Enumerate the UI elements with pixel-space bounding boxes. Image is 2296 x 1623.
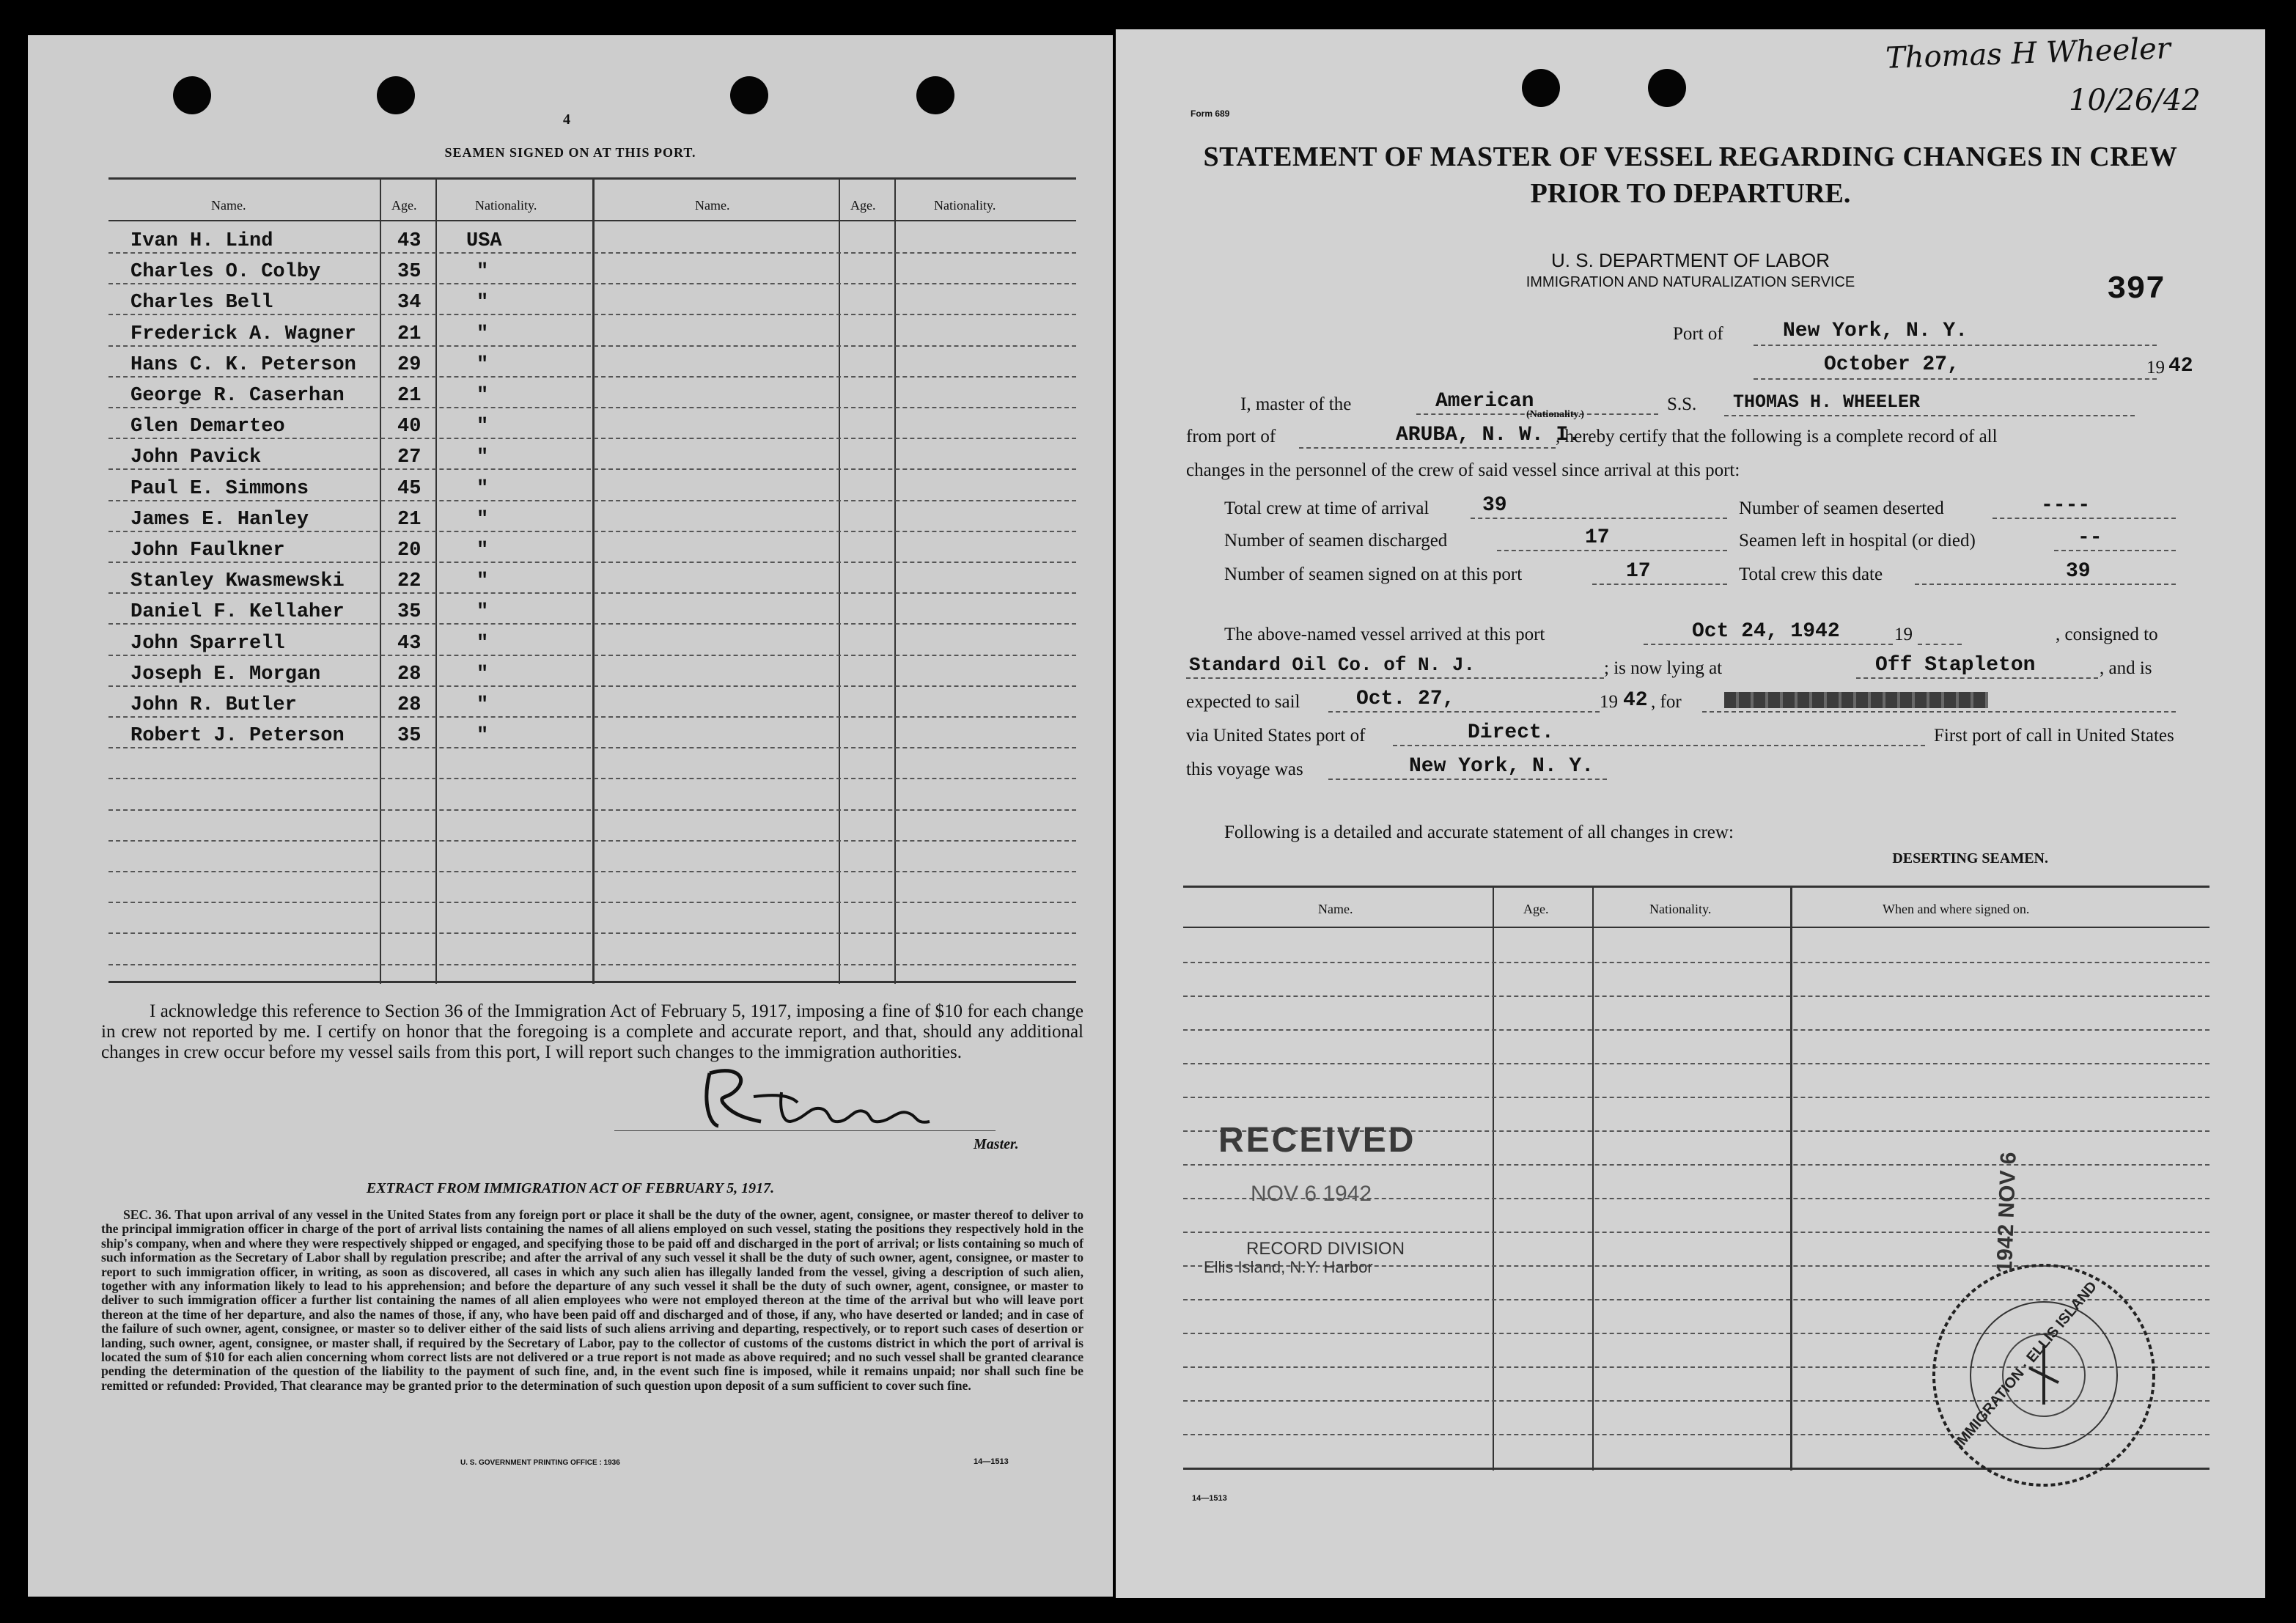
crew-nat: " (477, 663, 489, 685)
printing-office: U. S. GOVERNMENT PRINTING OFFICE : 1936 (460, 1459, 620, 1467)
field-line (1497, 550, 1727, 551)
master-signature (680, 1051, 988, 1139)
seamen-signed-label: Number of seamen signed on at this port (1224, 564, 1523, 584)
ss-label: S.S. (1667, 394, 1697, 414)
deserting-header-nationality: Nationality. (1649, 902, 1712, 916)
punch-hole (916, 76, 954, 114)
round-stamp-text: IMMIGRATION · ELLIS ISLAND (1951, 1278, 2101, 1452)
crew-nat: " (477, 601, 489, 624)
handwritten-date: 10/26/42 (2069, 84, 2201, 117)
total-crew-date-label: Total crew this date (1739, 564, 1883, 584)
row-rule (108, 468, 1076, 470)
deserting-title: DESERTING SEAMEN. (1892, 850, 2048, 866)
crew-name: John Pavick (130, 446, 262, 469)
seamen-discharged-label: Number of seamen discharged (1224, 531, 1448, 551)
date-value: October 27, (1824, 353, 1960, 376)
row-rule (1183, 1097, 2209, 1098)
column-rule (380, 177, 381, 984)
via-value: Direct. (1468, 721, 1554, 744)
header-name-2: Name. (695, 198, 730, 213)
row-rule (108, 716, 1076, 718)
seamen-hospital-value: -- (2078, 526, 2102, 549)
department-name: U. S. DEPARTMENT OF LABOR (1551, 249, 1830, 271)
field-line (1393, 745, 1925, 746)
crew-nat: " (477, 477, 489, 500)
column-rule (592, 177, 595, 984)
crew-name: Charles Bell (130, 292, 273, 314)
arrived-value: Oct 24, 1942 (1692, 620, 1840, 643)
document-number: 397 (2107, 271, 2166, 308)
field-line (1918, 644, 1962, 645)
crew-age: 40 (397, 416, 422, 438)
field-line (1993, 518, 2176, 519)
total-crew-arrival-label: Total crew at time of arrival (1224, 498, 1430, 518)
crew-age: 35 (397, 261, 422, 284)
field-line (1754, 345, 2157, 346)
extract-text: SEC. 36. That upon arrival of any vessel in the United States from any foreign port or place it shall be the duty of the owner, agent, consignee, or master thereof to deliver to the principal immigration officer in charge of the port of arrival lists containing the names of all aliens employed on such vessel, stating the positions they respectively hold in the ship's company, when and where they were respectively shipped or engaged, and specifying those to be paid off and discharged in the port of arrival; or lists containing so much of such information as the Secretary of Labor shall by regulation prescribe; and after the arrival of any such vessel it shall be the duty of such owner, agent, consignee, or master to report to such immigration officer, in writing, as soon as discovered, all cases in which any such alien has illegally landed from the vessel, giving a description of such alien, together with any information likely to lead to his apprehension; and before the departure of any such vessel it shall be the duty of such owner, agent, consignee, or master to deliver to such immigration officer a further list containing the names of all alien employees who were not employed thereon at the time of the arrival but who will leave port thereon at the time of her departure, and also the names of those, if any, who have been paid off and discharged and of those, if any, who have deserted or landed; and in case of the failure of such owner, agent, consignee, or master so to deliver either of the said lists of such aliens arriving and departing, respectively, or to report such cases of desertion or landing, such owner, agent, consignee, or master shall, if required by the Secretary of Labor, pay to the collector of customs of the customs district in which the port of arrival is located the sum of $10 for each alien concerning whom correct lists are not delivered or a true report is not made as above required; and no such vessel shall be granted clearance pending the determination of the question of the liability to the payment of such fine, and, in the event such fine is imposed, while it remains unpaid; nor shall such fine be remitted or refunded: Provided, That clearance may be granted prior to the determination of such question upon deposit of a sum sufficient to cover such fine. (101, 1207, 1083, 1393)
right-page (1116, 29, 2265, 1598)
row-rule (108, 407, 1076, 408)
crew-age: 21 (397, 385, 422, 407)
seamen-hospital-label: Seamen left in hospital (or died) (1739, 531, 1976, 551)
crew-name: John R. Butler (130, 694, 297, 716)
header-name: Name. (211, 198, 246, 213)
row-rule (1183, 1063, 2209, 1064)
crew-age: 35 (397, 725, 422, 748)
lying-text: ; is now lying at (1604, 658, 1723, 678)
crew-age: 27 (397, 446, 422, 469)
received-date: NOV 6 1942 (1251, 1182, 1372, 1206)
row-rule (1183, 995, 2209, 997)
sail-year: 42 (1623, 689, 1648, 712)
crew-age: 43 (397, 632, 422, 655)
punch-hole (377, 76, 415, 114)
master-of-label: I, master of the (1240, 394, 1352, 414)
year-suffix: 42 (2168, 355, 2193, 378)
seamen-deserted-value: ---- (2041, 494, 2091, 517)
form-code: 14—1513 (1192, 1494, 1227, 1503)
row-rule (108, 871, 1076, 872)
field-line (1915, 584, 2176, 585)
field-line (1471, 518, 1727, 519)
form-number: Form 689 (1191, 108, 1230, 119)
field-line (1592, 584, 1727, 585)
sail-value: Oct. 27, (1356, 688, 1455, 710)
page-number: 4 (563, 111, 570, 128)
port-label: Port of (1673, 324, 1723, 344)
row-rule (108, 376, 1076, 378)
row-rule (108, 345, 1076, 347)
row-rule (108, 283, 1076, 284)
via-text: via United States port of (1186, 726, 1366, 746)
crew-nat: " (477, 694, 489, 716)
header-nationality-2: Nationality. (934, 198, 996, 213)
crew-age: 29 (397, 353, 422, 376)
row-rule (108, 531, 1076, 532)
column-rule (1493, 886, 1494, 1471)
total-crew-date-value: 39 (2066, 560, 2091, 583)
and-is-text: , and is (2100, 658, 2152, 678)
crew-age: 43 (397, 230, 422, 252)
round-date-stamp (1927, 1258, 2161, 1493)
consignee-value: Standard Oil Co. of N. J. (1189, 654, 1476, 676)
field-line (1856, 677, 2098, 679)
field-line (1754, 378, 2157, 380)
field-line (1299, 447, 1556, 449)
crew-age: 35 (397, 601, 422, 624)
row-rule (108, 685, 1076, 687)
crew-name: Glen Demarteo (130, 416, 285, 438)
row-rule (108, 438, 1076, 439)
crew-age: 21 (397, 508, 422, 531)
crew-nat: " (477, 508, 489, 531)
year-prefix: 19 (2146, 358, 2165, 378)
crew-nat: " (477, 416, 489, 438)
column-rule (1790, 886, 1792, 1471)
struck-destination (1724, 692, 1988, 708)
acknowledgement-text: I acknowledge this reference to Section 36 of the Immigration Act of February 5, 1917, imposing a fine of $10 for each change in crew not reported by me. I certify on honor that the foregoing is a complete and accurate report, and that, should any additional changes in crew occur before my vessel sails from this port, I will report such changes to the immigration authorities. (101, 1001, 1083, 1062)
record-division: RECORD DIVISION (1246, 1239, 1405, 1259)
row-rule (108, 252, 1076, 254)
following-text: Following is a detailed and accurate statement of all changes in crew: (1224, 822, 1734, 842)
arrived-year-prefix: 19 (1894, 625, 1913, 644)
row-rule (108, 562, 1076, 563)
crew-name: Joseph E. Morgan (130, 663, 321, 685)
row-rule (108, 592, 1076, 594)
row-rule (1183, 1232, 2209, 1233)
crew-age: 45 (397, 477, 422, 500)
column-rule (894, 177, 896, 984)
crew-name: Robert J. Peterson (130, 725, 345, 748)
row-rule (108, 964, 1076, 965)
crew-name: Ivan H. Lind (130, 230, 273, 252)
arrived-text: The above-named vessel arrived at this port (1224, 625, 1545, 644)
crew-nat: " (477, 353, 489, 376)
crew-nat: " (477, 323, 489, 345)
received-stamp: RECEIVED (1218, 1121, 1416, 1160)
punch-hole (1648, 69, 1686, 107)
total-crew-arrival-value: 39 (1482, 494, 1507, 517)
extract-title: EXTRACT FROM IMMIGRATION ACT OF FEBRUARY 5, 1917. (366, 1180, 775, 1196)
master-label: Master. (974, 1136, 1019, 1152)
crew-name: Hans C. K. Peterson (130, 353, 356, 376)
service-name: IMMIGRATION AND NATURALIZATION SERVICE (1526, 274, 1855, 290)
handwritten-name: Thomas H Wheeler (1885, 32, 2171, 76)
ellis-island-label: Ellis Island, N.Y. Harbor (1204, 1258, 1373, 1276)
certify-text: , hereby certify that the following is a complete record of all (1556, 427, 1998, 446)
crew-name: Paul E. Simmons (130, 477, 309, 500)
row-rule (108, 500, 1076, 501)
crew-age: 28 (397, 694, 422, 716)
deserting-header-name: Name. (1318, 902, 1353, 916)
field-line (1328, 779, 1607, 780)
first-port-text: First port of call in United States (1934, 726, 2174, 746)
crew-nat: " (477, 632, 489, 655)
crew-name: Stanley Kwasmewski (130, 570, 345, 593)
punch-hole (730, 76, 768, 114)
row-rule (1183, 962, 2209, 963)
crew-name: Charles O. Colby (130, 261, 321, 284)
nationality-value: American (1435, 390, 1534, 413)
row-rule (108, 809, 1076, 811)
crew-nat: " (477, 292, 489, 314)
column-rule (839, 177, 840, 984)
crew-nat: " (477, 446, 489, 469)
crew-age: 21 (397, 323, 422, 345)
header-age-2: Age. (850, 198, 876, 213)
field-line (1724, 415, 2135, 416)
from-port-value: ARUBA, N. W. I. (1396, 424, 1581, 446)
field-line (1328, 711, 1600, 713)
crew-nat: USA (466, 230, 502, 252)
crew-age: 34 (397, 292, 422, 314)
changes-text: changes in the personnel of the crew of said vessel since arrival at this port: (1186, 460, 1740, 480)
row-rule (1183, 1164, 2209, 1166)
row-rule (108, 655, 1076, 656)
voyage-text: this voyage was (1186, 759, 1303, 779)
row-rule (108, 902, 1076, 903)
crew-nat: " (477, 261, 489, 284)
punch-hole (173, 76, 211, 114)
row-rule (108, 932, 1076, 934)
crew-name: John Sparrell (130, 632, 285, 655)
field-line (1702, 711, 2176, 713)
crew-name: George R. Caserhan (130, 385, 345, 407)
round-stamp-date: 1942 NOV 6 (1993, 1151, 2021, 1274)
from-port-label: from port of (1186, 427, 1276, 446)
row-rule (108, 778, 1076, 779)
crew-name: James E. Hanley (130, 508, 309, 531)
ship-name: THOMAS H. WHEELER (1733, 391, 1921, 413)
row-rule (1183, 1029, 2209, 1031)
consigned-text: , consigned to (2056, 625, 2158, 644)
expected-text: expected to sail (1186, 692, 1300, 712)
nationality-caption: (Nationality.) (1526, 409, 1584, 420)
field-line (1186, 677, 1604, 679)
voyage-value: New York, N. Y. (1409, 755, 1594, 778)
crew-nat: " (477, 725, 489, 748)
signature-line (614, 1130, 996, 1131)
punch-hole (1522, 69, 1560, 107)
row-rule (108, 314, 1076, 315)
row-rule (108, 840, 1076, 842)
header-nationality: Nationality. (475, 198, 537, 213)
crew-nat: " (477, 570, 489, 593)
table-title: SEAMEN SIGNED ON AT THIS PORT. (444, 145, 696, 160)
crew-name: Frederick A. Wagner (130, 323, 356, 345)
table-header-rule (1183, 927, 2209, 928)
crew-age: 20 (397, 540, 422, 562)
field-line (2054, 550, 2176, 551)
left-page (28, 35, 1113, 1597)
column-rule (1592, 886, 1594, 1471)
title-line1: STATEMENT OF MASTER OF VESSEL REGARDING CHANGES IN CREW (1203, 141, 2178, 172)
crew-nat: " (477, 385, 489, 407)
crew-nat: " (477, 540, 489, 562)
seamen-deserted-label: Number of seamen deserted (1739, 498, 1944, 518)
seamen-discharged-value: 17 (1585, 526, 1610, 549)
crew-name: John Faulkner (130, 540, 285, 562)
crew-name: Daniel F. Kellaher (130, 601, 345, 624)
row-rule (108, 747, 1076, 748)
crew-age: 28 (397, 663, 422, 685)
title-line2: PRIOR TO DEPARTURE. (1530, 178, 1851, 209)
seamen-signed-value: 17 (1626, 560, 1651, 583)
sail-year-prefix: 19 (1600, 692, 1618, 712)
form-code: 14—1513 (974, 1457, 1009, 1466)
deserting-header-when-where: When and where signed on. (1883, 902, 2030, 916)
row-rule (108, 623, 1076, 625)
column-rule (435, 177, 437, 984)
table-bottom-rule (108, 981, 1076, 983)
lying-value: Off Stapleton (1875, 654, 2036, 677)
deserting-header-age: Age. (1523, 902, 1549, 916)
field-line (1644, 644, 1893, 645)
crew-age: 22 (397, 570, 422, 593)
table-top-rule (1183, 886, 2209, 888)
for-text: , for (1651, 692, 1682, 712)
port-value: New York, N. Y. (1783, 320, 1968, 342)
header-age: Age. (391, 198, 417, 213)
